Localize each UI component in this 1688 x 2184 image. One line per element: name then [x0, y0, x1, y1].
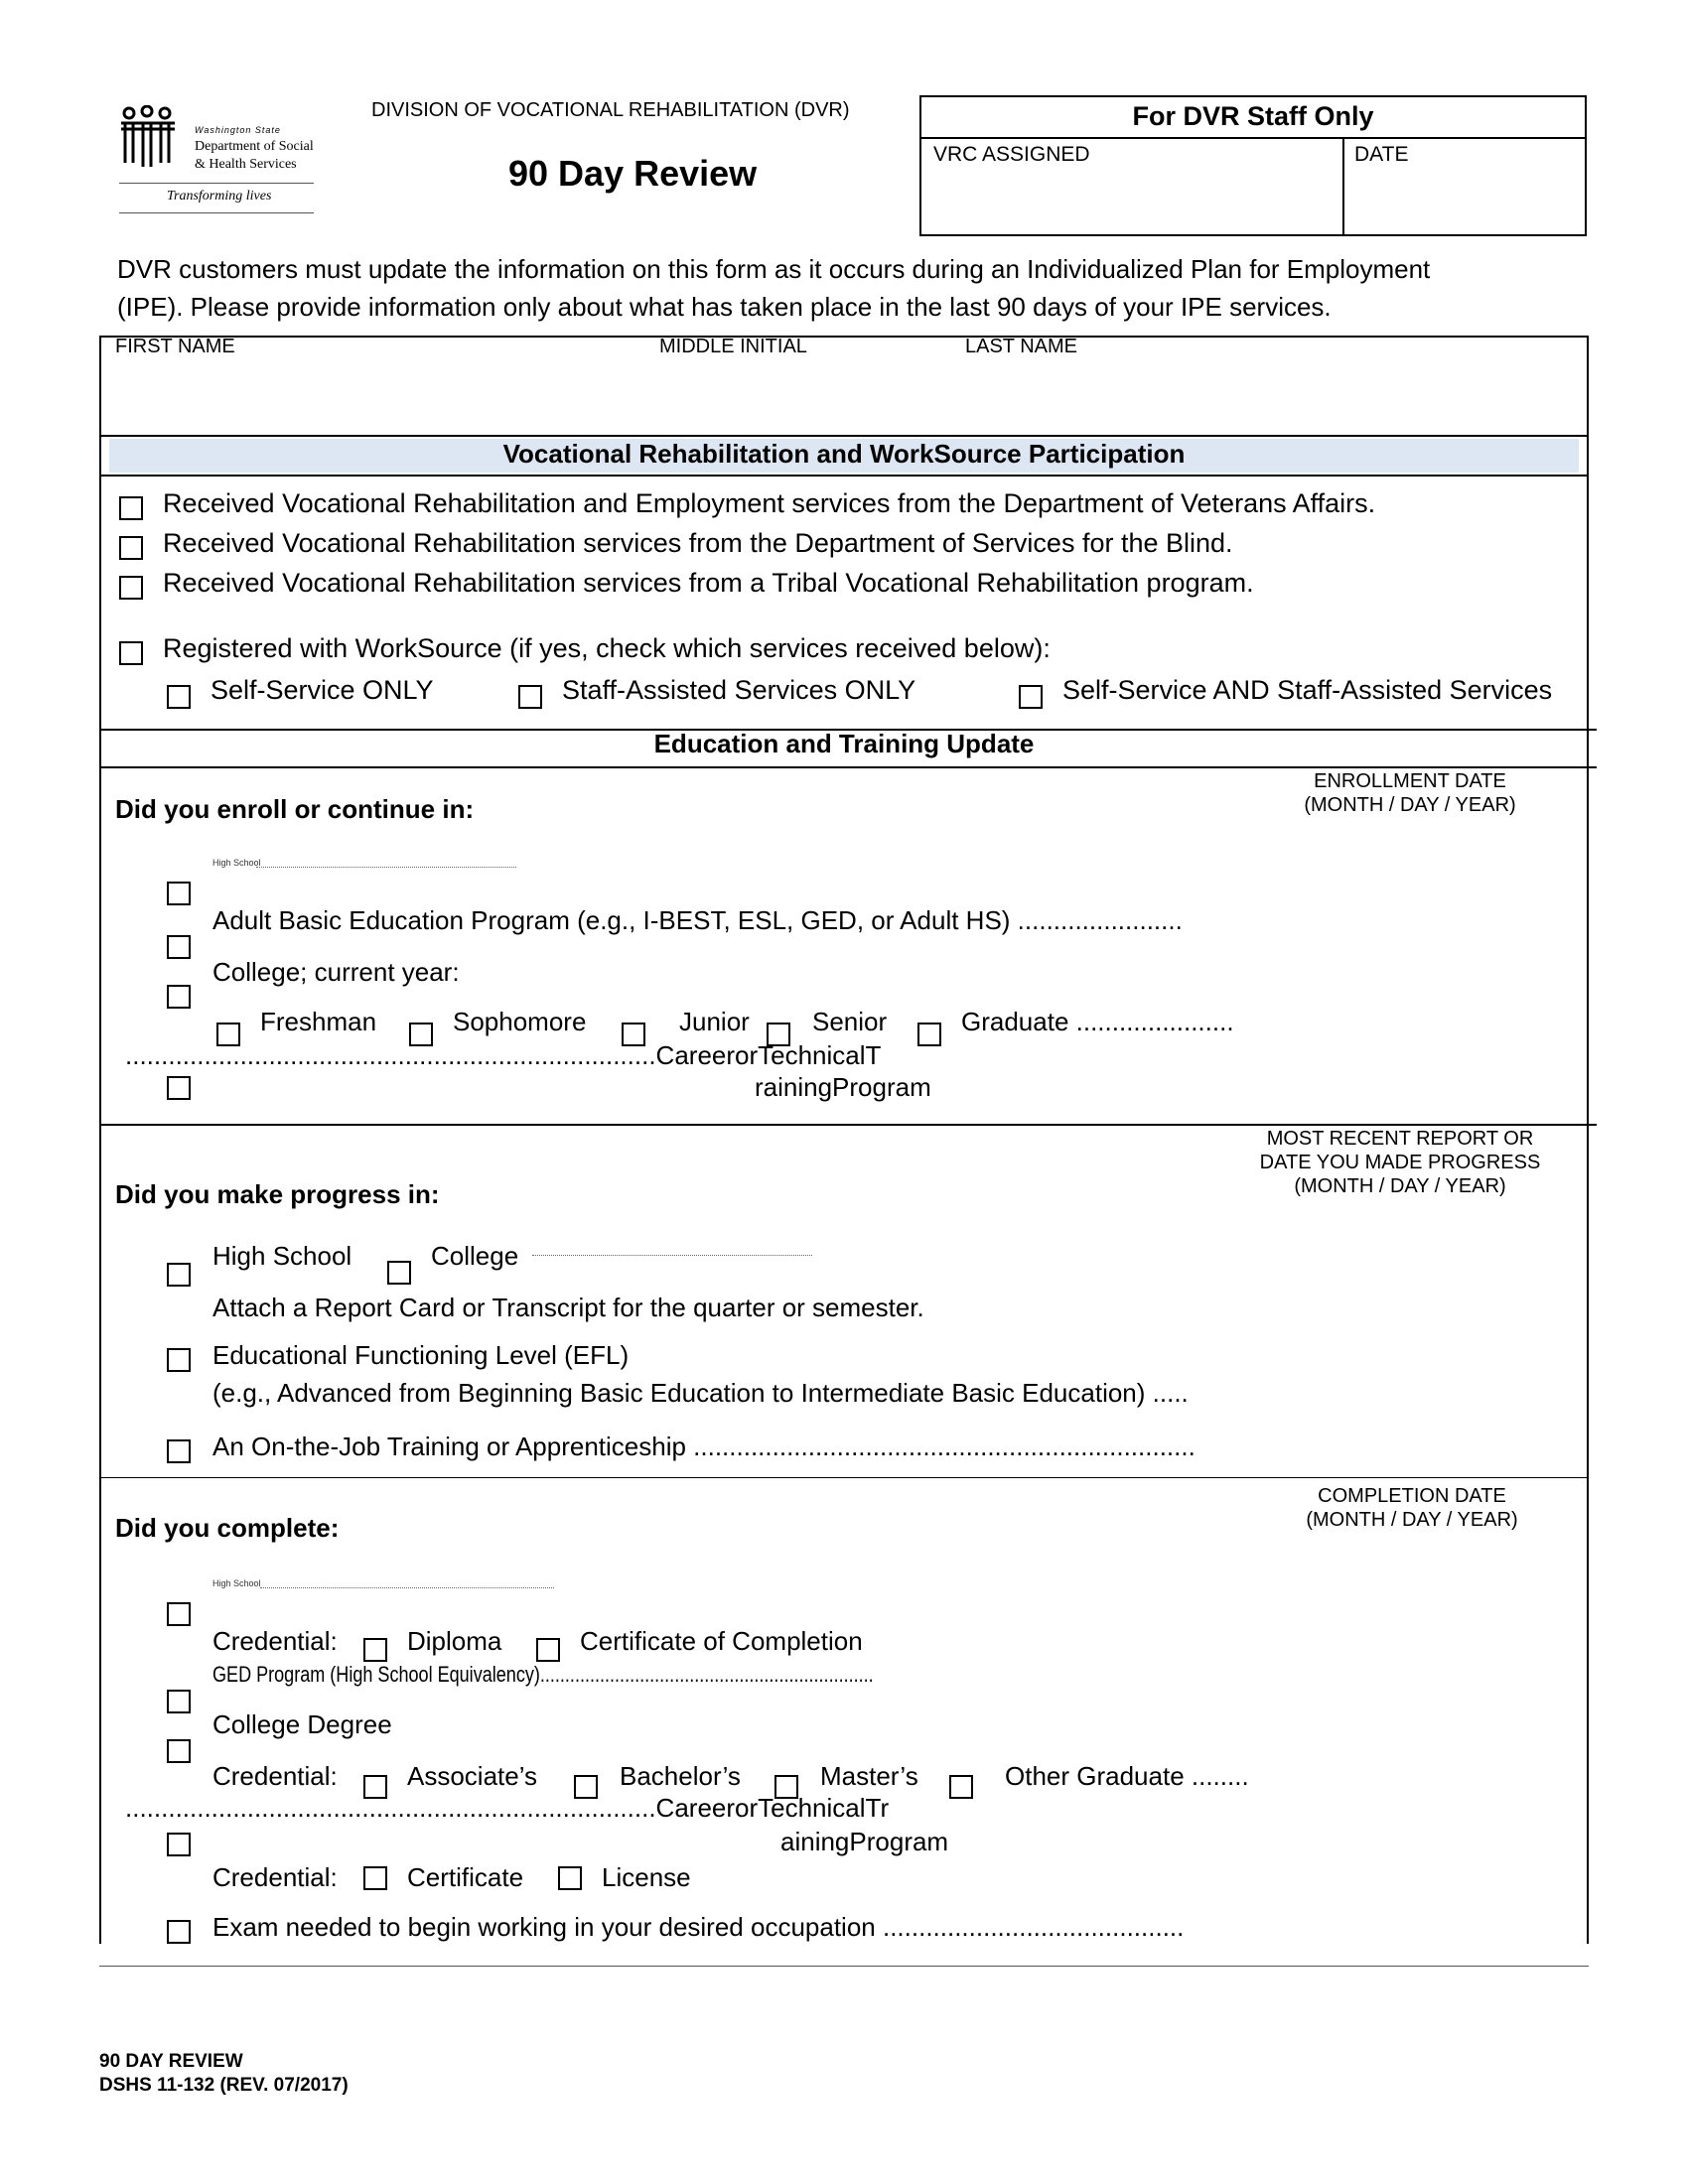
completion-date-header-1: COMPLETION DATE [1318, 1485, 1506, 1507]
last-name-label: LAST NAME [965, 336, 1077, 357]
senior-label: Senior [812, 1007, 888, 1036]
enroll-abe-date[interactable] [1283, 927, 1559, 957]
license-checkbox[interactable] [558, 1866, 582, 1890]
enroll-career-label: rainingProgram [755, 1072, 931, 1102]
progress-hs-college-date[interactable] [1283, 1261, 1559, 1291]
complete-hs-tiny-label: High School [212, 1578, 261, 1588]
staff-only-box [919, 95, 1587, 236]
self-service-only-checkbox[interactable] [167, 685, 191, 709]
license-label: License [602, 1862, 691, 1892]
people-logo-icon [117, 105, 179, 175]
first-name-label: FIRST NAME [115, 336, 235, 357]
enroll-hs-checkbox[interactable] [167, 882, 191, 905]
self-and-staff-checkbox[interactable] [1019, 685, 1043, 709]
staff-date-label: DATE [1354, 143, 1409, 166]
progress-hs-checkbox[interactable] [167, 1263, 191, 1287]
efl-example: (e.g., Advanced from Beginning Basic Education to Intermediate Basic Education) ..... [212, 1378, 1189, 1408]
logo-line3: & Health Services [195, 157, 297, 172]
complete-career-checkbox[interactable] [167, 1833, 191, 1856]
footer-form-number: DSHS 11-132 (REV. 07/2017) [99, 2075, 349, 2096]
enrollment-date-header-2: (MONTH / DAY / YEAR) [1304, 794, 1516, 816]
enroll-career-dots: ..........................................................................CareerorTechnicalT [125, 1040, 882, 1070]
progress-question: Did you make progress in: [115, 1179, 440, 1209]
masters-label: Master’s [820, 1761, 918, 1791]
ged-label: GED Program (High School Equivalency)................................................................... [212, 1662, 874, 1687]
junior-label: Junior [679, 1007, 750, 1036]
enroll-college-date[interactable] [1283, 1011, 1559, 1040]
self-and-staff-label: Self-Service AND Staff-Assisted Services [1062, 675, 1553, 705]
other-graduate-checkbox[interactable] [949, 1775, 973, 1799]
associates-label: Associate’s [407, 1761, 538, 1791]
enroll-college-label: College; current year: [212, 957, 460, 987]
graduate-label: Graduate ...................... [961, 1007, 1234, 1036]
cert-completion-label: Certificate of Completion [580, 1626, 863, 1656]
college-degree-label: College Degree [212, 1709, 392, 1739]
progress-date-header-1: MOST RECENT REPORT OR [1266, 1128, 1534, 1150]
freshman-label: Freshman [260, 1007, 377, 1036]
complete-career-date[interactable] [1283, 1833, 1559, 1862]
blind-services-label: Received Vocational Rehabilitation services from the Department of Services for the Blind. [163, 528, 1233, 558]
efl-checkbox[interactable] [167, 1348, 191, 1372]
staff-assisted-only-checkbox[interactable] [518, 685, 542, 709]
complete-question: Did you complete: [115, 1513, 340, 1543]
footer-form-name: 90 DAY REVIEW [99, 2051, 243, 2072]
completion-date-header-2: (MONTH / DAY / YEAR) [1306, 1509, 1518, 1531]
enroll-college-checkbox[interactable] [167, 985, 191, 1009]
staff-box-title: For DVR Staff Only [1132, 101, 1374, 131]
diploma-label: Diploma [407, 1626, 502, 1656]
career-credential-label: Credential: [212, 1862, 338, 1892]
worksource-label: Registered with WorkSource (if yes, check which services received below): [163, 633, 1051, 663]
efl-label: Educational Functioning Level (EFL) [212, 1340, 630, 1370]
vr-section-title: Vocational Rehabilitation and WorkSource Participation [502, 439, 1186, 469]
certificate-checkbox[interactable] [363, 1866, 387, 1890]
dshs-logo [117, 105, 316, 216]
complete-college-checkbox[interactable] [167, 1739, 191, 1763]
complete-career-dots: ..........................................................................CareerorTechnicalTr [125, 1793, 890, 1823]
sophomore-label: Sophomore [453, 1007, 587, 1036]
ojt-date[interactable] [1257, 1437, 1559, 1467]
ojt-checkbox[interactable] [167, 1439, 191, 1463]
complete-career-label: ainingProgram [780, 1827, 949, 1856]
complete-ged-date[interactable] [1283, 1682, 1559, 1711]
logo-line2: Department of Social [195, 139, 314, 154]
blind-services-checkbox[interactable] [119, 536, 143, 560]
progress-hs-label: High School [212, 1241, 352, 1271]
hs-credential-label: Credential: [212, 1626, 338, 1656]
degree-credential-label: Credential: [212, 1761, 338, 1791]
logo-line1: Washington State [195, 125, 281, 135]
progress-college-checkbox[interactable] [387, 1261, 411, 1285]
middle-initial-field[interactable] [659, 369, 941, 399]
va-services-label: Received Vocational Rehabilitation and Employment services from the Department of Veterans Affairs. [163, 488, 1376, 518]
complete-ged-checkbox[interactable] [167, 1690, 191, 1713]
worksource-checkbox[interactable] [119, 641, 143, 665]
efl-date[interactable] [1257, 1382, 1559, 1412]
middle-initial-label: MIDDLE INITIAL [659, 336, 807, 357]
va-services-checkbox[interactable] [119, 496, 143, 520]
vrc-assigned-field[interactable] [933, 183, 1335, 212]
complete-hs-checkbox[interactable] [167, 1602, 191, 1626]
first-name-field[interactable] [115, 369, 635, 399]
tribal-vr-label: Received Vocational Rehabilitation services from a Tribal Vocational Rehabilitation program. [163, 568, 1254, 598]
cert-completion-checkbox[interactable] [536, 1638, 560, 1662]
division-title: DIVISION OF VOCATIONAL REHABILITATION (DVR) [371, 99, 850, 121]
enrollment-date-header-1: ENROLLMENT DATE [1314, 770, 1506, 792]
enroll-question: Did you enroll or continue in: [115, 794, 475, 824]
enroll-abe-label: Adult Basic Education Program (e.g., I-BEST, ESL, GED, or Adult HS) ....................... [212, 905, 1183, 935]
attach-report-label: Attach a Report Card or Transcript for the quarter or semester. [212, 1293, 924, 1322]
complete-hs-date[interactable] [1283, 1596, 1559, 1626]
page-title: 90 Day Review [508, 153, 758, 194]
bachelors-label: Bachelor’s [620, 1761, 741, 1791]
staff-date-field[interactable] [1354, 183, 1577, 212]
ojt-label: An On-the-Job Training or Apprenticeship ...................................................................... [212, 1432, 1196, 1461]
progress-date-header-2: DATE YOU MADE PROGRESS [1259, 1152, 1541, 1173]
progress-college-label: College [431, 1241, 519, 1271]
graduate-checkbox[interactable] [917, 1023, 941, 1046]
logo-tagline: Transforming lives [167, 189, 272, 204]
other-graduate-label: Other Graduate ........ [1005, 1761, 1249, 1791]
edu-section-title: Education and Training Update [653, 729, 1035, 758]
vrc-assigned-label: VRC ASSIGNED [933, 143, 1090, 166]
enroll-career-checkbox[interactable] [167, 1076, 191, 1100]
enroll-abe-checkbox[interactable] [167, 935, 191, 959]
complete-college-date[interactable] [1283, 1765, 1559, 1795]
enroll-hs-date[interactable] [1283, 878, 1559, 907]
exam-checkbox[interactable] [167, 1920, 191, 1944]
intro-line1: DVR customers must update the information on this form as it occurs during an Individualized Plan for Employment [117, 254, 1431, 284]
self-service-only-label: Self-Service ONLY [211, 675, 434, 705]
hs-tiny-label: High School [212, 858, 261, 868]
exam-date[interactable] [1283, 1914, 1559, 1944]
diploma-checkbox[interactable] [363, 1638, 387, 1662]
last-name-field[interactable] [965, 369, 1565, 399]
staff-assisted-only-label: Staff-Assisted Services ONLY [562, 675, 916, 705]
enroll-career-date[interactable] [1283, 1076, 1559, 1106]
certificate-label: Certificate [407, 1862, 524, 1892]
progress-date-header-3: (MONTH / DAY / YEAR) [1294, 1175, 1506, 1197]
exam-label: Exam needed to begin working in your desired occupation .......................................... [212, 1912, 1185, 1942]
tribal-vr-checkbox[interactable] [119, 576, 143, 600]
intro-line2: (IPE). Please provide information only about what has taken place in the last 90 days of your IPE services. [117, 292, 1332, 322]
